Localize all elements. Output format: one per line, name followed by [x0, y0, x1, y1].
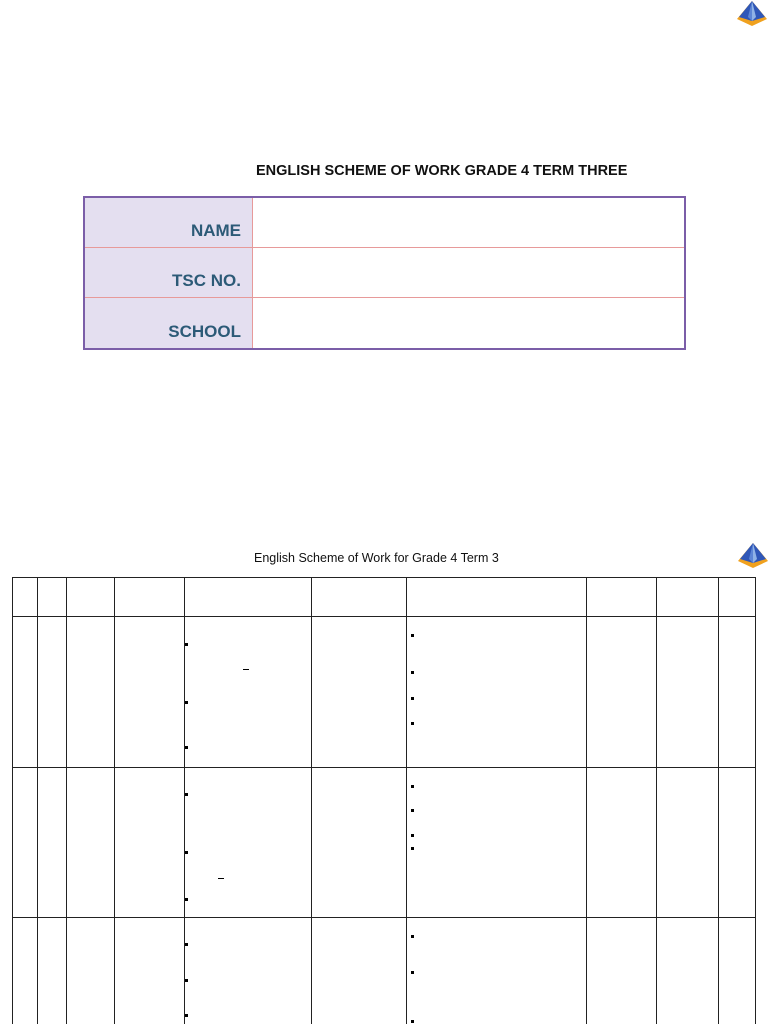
list-bullet [411, 935, 414, 938]
list-bullet [411, 671, 414, 674]
name-label: NAME [190, 221, 241, 240]
list-bullet [411, 1020, 414, 1023]
list-bullet [185, 746, 188, 749]
list-bullet [411, 834, 414, 837]
list-dash [218, 878, 224, 879]
list-bullet [185, 943, 188, 946]
list-bullet [411, 809, 414, 812]
list-bullet [185, 898, 188, 901]
school-label: SCHOOL [168, 322, 241, 341]
list-bullet [185, 851, 188, 854]
list-bullet [185, 793, 188, 796]
list-dash [243, 669, 249, 670]
list-bullet [411, 634, 414, 637]
list-bullet [185, 1014, 188, 1017]
list-bullet [411, 785, 414, 788]
list-bullet [411, 971, 414, 974]
tsc-number-label: TSC NO. [172, 271, 241, 290]
list-bullet [185, 979, 188, 982]
list-bullet [185, 643, 188, 646]
list-bullet [411, 697, 414, 700]
document-title: ENGLISH SCHEME OF WORK GRADE 4 TERM THREE [256, 163, 628, 179]
scheme-table-horizontal-lines [12, 578, 756, 918]
scheme-title: English Scheme of Work for Grade 4 Term 3 [254, 551, 499, 565]
list-bullet [411, 847, 414, 850]
scheme-table-vertical-lines [13, 577, 756, 1024]
list-bullet [411, 722, 414, 725]
list-bullet [185, 701, 188, 704]
